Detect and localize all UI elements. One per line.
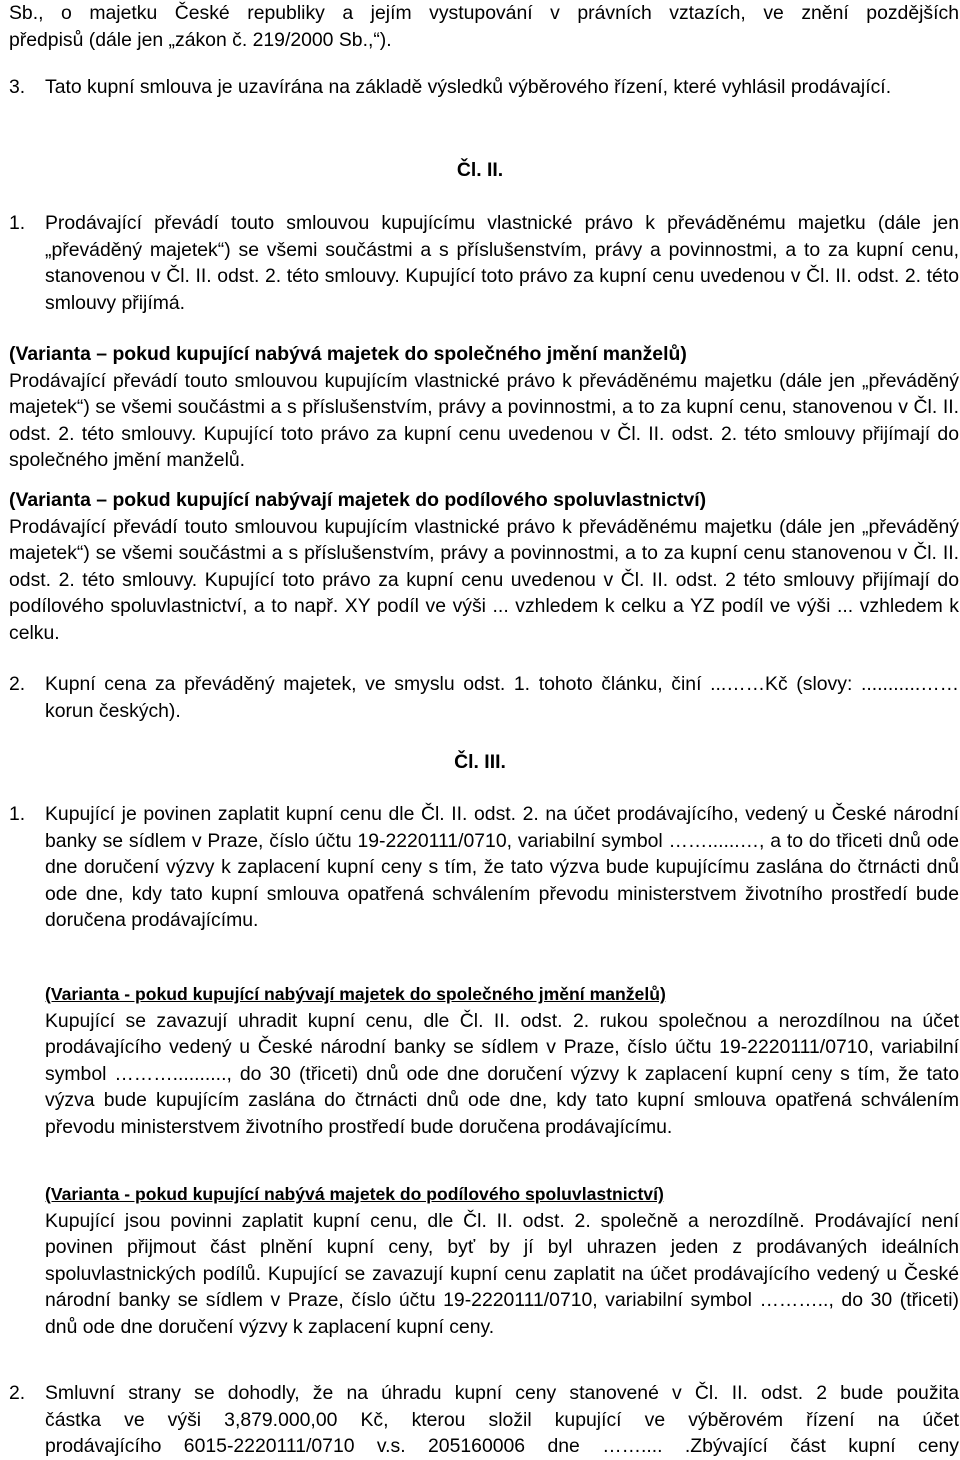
top-fragment-line1: Sb., o majetku České republiky a jejím vystupování v právních vztazích, ve znění pozdějších (9, 2, 959, 24)
top-fragment (9, 0, 959, 53)
article-2-paragraph-1 (9, 210, 959, 316)
paragraph-text: Tato kupní smlouva je uzavírána na základě výsledků výběrového řízení, které vyhlásil prodávající. (45, 76, 892, 98)
paragraph-number: 2. (9, 1382, 26, 1404)
paragraph-3 (9, 74, 959, 101)
paragraph-number: 1. (9, 803, 26, 825)
paragraph-line: částka ve výši 3,879.000,00 Kč, kterou složil kupující ve výběrovém řízení na účet (45, 1408, 959, 1431)
article-2-paragraph-2 (9, 671, 959, 724)
paragraph-text: Kupující je povinen zaplatit kupní cenu dle Čl. II. odst. 2. na účet prodávajícího, vedený u České národní banky se sídlem v Praze, číslo účtu 19-2220111/0710, variabilní symbol ……......…, a to do třiceti dnů ode dne doručení výzvy k zaplacení kupní ceny s tím, že tato výzva bude kupujícímu zaslána do čtrnácti dnů ode dne, kdy tato kupní smlouva opatřená schválením převodu ministerstvem životního prostředí bude doručena prodávajícímu. (45, 803, 959, 932)
paragraph-text (45, 1380, 959, 1460)
variant-text: Prodávající převádí touto smlouvou kupujícím vlastnické právo k převáděnému majetku (dále jen „převáděný majetek“) se všemi součástmi a s příslušenstvím, právy a povinnostmi, a to za kupní cenu, stanovenou v Čl. II. odst. 2. této smlouvy. Kupující toto právo za kupní cenu uvedenou v Čl. II. odst. 2. této smlouvy přijímají do společného jmění manželů. (9, 369, 959, 472)
variant-text: Prodávající převádí touto smlouvou kupujícím vlastnické právo k převáděnému majetku (dále jen „převáděný majetek“) se všemi součástmi a s příslušenstvím, právy a povinnostmi, a to za kupní cenu stanovenou v Čl. II. odst. 2. této smlouvy. Kupující toto právo za kupní cenu uvedenou v Čl. II. odst. 2 této smlouvy přijímají do podílového spoluvlastnictví, a to např. XY podíl ve výši ... vzhledem k celku a YZ podíl ve výši ... vzhledem k celku. (9, 515, 959, 644)
paragraph-number: 1. (9, 212, 26, 234)
variant-title: (Varianta - pokud kupující nabývá majetek do podílového spoluvlastnictví) (45, 1184, 664, 1204)
paragraph-text: Prodávající převádí touto smlouvou kupujícímu vlastnické právo k převáděnému majetku (dále jen „převáděný majetek“) se všemi součástmi a s příslušenstvím, právy a povinnostmi, a to za kupní cenu, stanovenou v Čl. II. odst. 2. této smlouvy. Kupující toto právo za kupní cenu uvedenou v Čl. II. odst. 2. této smlouvy přijímá. (45, 212, 959, 314)
variant-text: Kupující se zavazují uhradit kupní cenu, dle Čl. II. odst. 2. rukou společnou a nerozdílnou na účet prodávajícího vedený u České národní banky se sídlem v Praze, číslo účtu 19-2220111/0710, variabilní symbol ……….........., do 30 (třiceti) dnů ode dne doručení výzvy k zaplacení kupní ceny s tím, že tato výzva bude kupujícím zaslána do čtrnácti dnů ode dne, kdy tato kupní smlouva opatřená schválením převodu ministerstvem životního prostředí bude doručena prodávajícímu. (45, 1009, 959, 1138)
article-3-paragraph-1 (9, 801, 959, 934)
article-2-variant-b (9, 487, 959, 647)
article-2-variant-a (9, 341, 959, 474)
article-3-variant-b (9, 1181, 959, 1341)
paragraph-line: prodávajícího 6015-2220111/0710 v.s. 205160006 dne …….... .Zbývající část kupní ceny (45, 1435, 959, 1458)
top-fragment-line2: předpisů (dále jen „zákon č. 219/2000 Sb.,“). (9, 28, 392, 51)
article-3-heading: Čl. III. (454, 751, 506, 773)
variant-title: (Varianta – pokud kupující nabývá majetek do společného jmění manželů) (9, 343, 687, 365)
variant-text: Kupující jsou povinni zaplatit kupní cenu, dle Čl. II. odst. 2. společně a nerozdílně. Prodávající není povinen přijmout část plnění kupní ceny, byť by jí byl uhrazen jeden z prodávaných ideálních spoluvlastnických podílů. Kupující se zavazují kupní cenu zaplatit na účet prodávajícího vedený u České národní banky se sídlem v Praze, číslo účtu 19-2220111/0710, variabilní symbol ……….., do 30 (třiceti) dnů ode dne doručení výzvy k zaplacení kupní ceny. (45, 1209, 959, 1338)
variant-title: (Varianta – pokud kupující nabývají majetek do podílového spoluvlastnictví) (9, 489, 707, 511)
article-3-variant-a (9, 981, 959, 1141)
article-2-heading: Čl. II. (456, 159, 504, 181)
paragraph-number: 3. (9, 76, 26, 98)
paragraph-line: Smluvní strany se dohodly, že na úhradu kupní ceny stanovené v Čl. II. odst. 2 bude použita (45, 1382, 959, 1404)
variant-title: (Varianta - pokud kupující nabývají majetek do společného jmění manželů) (45, 984, 666, 1004)
paragraph-number: 2. (9, 673, 26, 695)
article-3-paragraph-2 (9, 1380, 959, 1460)
paragraph-text: Kupní cena za převáděný majetek, ve smyslu odst. 1. tohoto článku, činí ...……Kč (slovy: ...........…… korun českých). (45, 673, 959, 722)
